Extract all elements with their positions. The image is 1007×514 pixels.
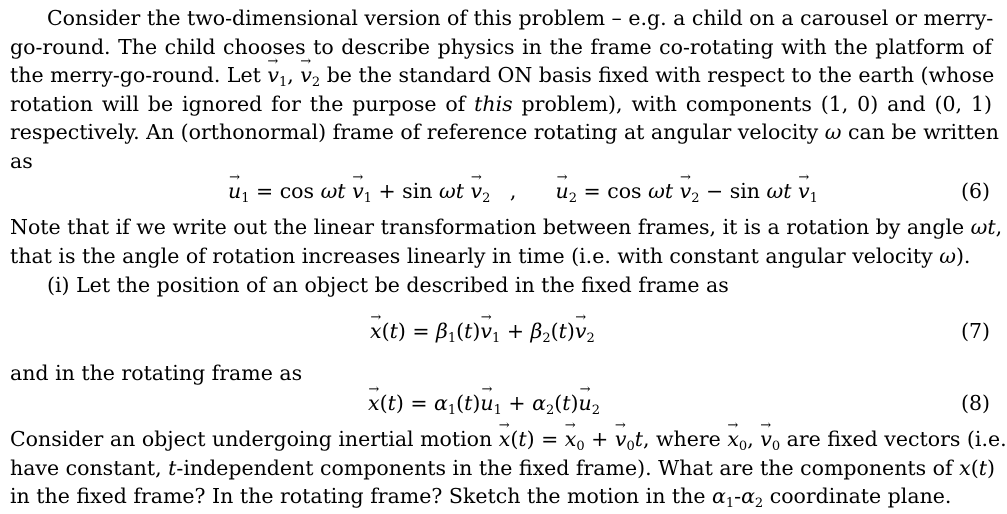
paragraph-2-line-2: that is the angle of rotation increases linearly in time (i.e. with constant angular velocity ω). xyxy=(10,244,971,268)
paragraph-1-line-6: as xyxy=(10,149,33,173)
equation-7 xyxy=(10,317,992,345)
paragraph-1-line-3: the merry-go-round. Let → $v_1$, → $v_2$ be the standard ON basis fixed with respect to the earth (whose xyxy=(10,61,992,89)
equation-8-body: → $x(t) = \alpha_1(t)\to u_1 + \alpha_2(t)\to u_2$ xyxy=(368,389,600,417)
paragraph-1-line-2: go-round. The child chooses to describe physics in the frame co-rotating with the platform of xyxy=(10,35,992,59)
paragraph-2-line-1: Note that if we write out the linear transformation between frames, it is a rotation by angle ωt, xyxy=(10,215,1003,239)
equation-7-number: (7) xyxy=(960,319,990,343)
paragraph-4-line-1: and in the rotating frame as xyxy=(10,361,303,385)
equation-6-body: → $u_1 = \cos \omega t \to v_1 + \sin \omega t \to v_2$ , → $u_2 = \cos \omega t \to v_2 - \sin \omega t \to v_1$ xyxy=(228,177,818,205)
paragraph-5-line-2: have constant, t-independent components in the fixed frame). What are the components of x(t) xyxy=(10,456,995,480)
equation-7-body: → $x(t) = \beta_1(t)\to v_1 + \beta_2(t)\to v_2$ xyxy=(370,317,595,345)
equation-6 xyxy=(10,177,992,205)
equation-8-number: (8) xyxy=(960,391,990,415)
paragraph-3-line-1: (i) Let the position of an object be described in the fixed frame as xyxy=(47,273,729,297)
paragraph-1-line-4: rotation will be ignored for the purpose of this problem), with components (1, 0) and (0, 1) xyxy=(10,92,992,116)
equation-6-number: (6) xyxy=(960,179,990,203)
paragraph-5-line-3: in the fixed frame? In the rotating frame? Sketch the motion in the $\alpha_1-\alpha_2$ coordinate plane. xyxy=(10,484,952,511)
paragraph-1-line-1: Consider the two-dimensional version of this problem – e.g. a child on a carousel or merry- xyxy=(47,6,994,30)
paragraph-5-line-1: Consider an object undergoing inertial motion → x(t) = → $x_0$ + → $v_0t$, where → $x_0$, → $v_0$ are fixed vectors (i.e. xyxy=(10,425,992,453)
paragraph-1-line-5: respectively. An (orthonormal) frame of reference rotating at angular velocity ω can be written xyxy=(10,120,999,144)
